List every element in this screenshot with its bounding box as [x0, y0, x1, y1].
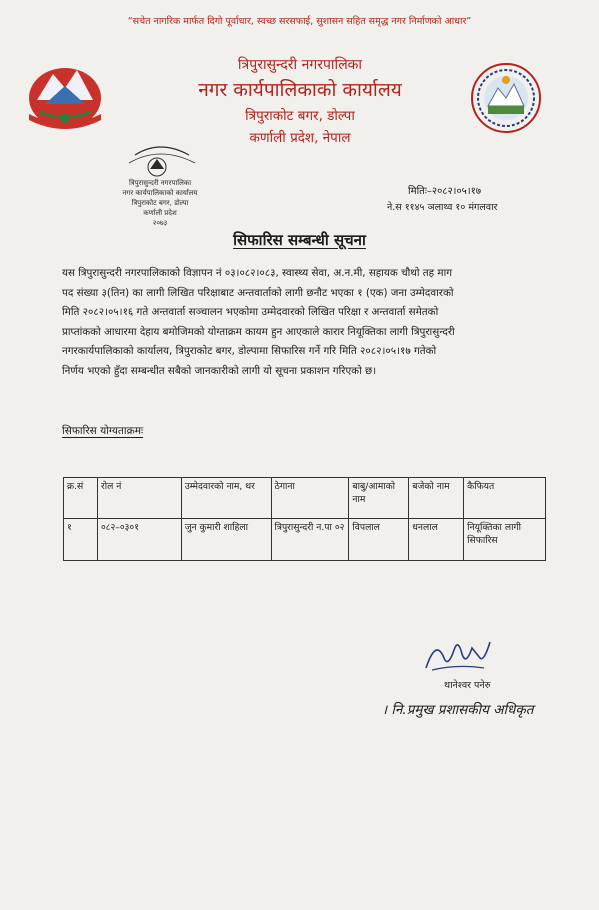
notice-body	[62, 264, 552, 381]
office-name: नगर कार्यपालिकाको कार्यालय	[198, 79, 402, 101]
body-line: पद संख्या ३(तिन) का लागी लिखित परिक्षाबाट अन्तवार्ताको लागी छनौट भएका १ (एक) जना उम्मेदवारको	[62, 286, 454, 299]
date-bs: मितिः–२०८२।०५।१७	[408, 186, 482, 197]
table-cell: ०८२–०३०१	[97, 519, 181, 561]
table-header-cell: क्र.सं	[64, 478, 98, 519]
office-seal-stamp	[105, 135, 215, 245]
municipality-name: त्रिपुरासुन्दरी नगरपालिका	[237, 57, 363, 73]
table-cell: त्रिपुरासुन्दरी न.पा ०२	[271, 519, 349, 561]
signatory-name: थानेश्वर पनेरु	[444, 680, 491, 691]
municipality-logo-icon	[470, 62, 542, 134]
table-header-cell: कैफियत	[464, 478, 546, 519]
table-header-cell: उम्मेदवारको नाम, थर	[181, 478, 271, 519]
body-line: मिति २०८२।०५।१६ गते अन्तवार्ता सञ्चालन भएकोमा उम्मेदवारको लिखित परिक्षा र अन्तवार्ता समेतको	[62, 306, 439, 318]
seal-line-2: नगर कार्यपालिकाको कार्यालय	[122, 189, 198, 197]
seal-line-1: त्रिपुरासुन्दरी नगरपालिका	[128, 179, 192, 187]
seal-line-4: कर्णाली प्रदेश	[143, 209, 177, 217]
notice-title: सिफारिस सम्बन्धी सूचना	[233, 231, 366, 249]
merit-list-heading: सिफारिस योग्यताक्रमः	[62, 425, 144, 437]
signatory-designation: । नि.प्रमुख प्रशासकीय अधिकृत	[382, 702, 534, 718]
handwritten-signature	[422, 632, 492, 674]
date-ns: ने.स ११४५ ञलाथ्व १० मंगलवार	[387, 202, 498, 213]
table-cell: धनलाल	[409, 519, 464, 561]
table-cell: १	[64, 519, 98, 561]
table-header-row	[64, 478, 546, 519]
body-line: नगरकार्यपालिकाको कार्यालय, त्रिपुराकोट बगर, डोल्पामा सिफारिस गर्ने गरि मिति २०८२।०५।१७ गतेको	[62, 345, 437, 357]
province-name: कर्णाली प्रदेश, नेपाल	[249, 130, 351, 146]
table-row	[64, 519, 546, 561]
body-line: प्राप्तांकको आधारमा देहाय बमोजिमको योग्ताक्रम कायम हुन आएकाले कारार नियूक्तिका लागी त्रिपुरासुन्दरी	[62, 325, 455, 338]
seal-line-3: त्रिपुराकोट बगर, डोल्पा	[131, 199, 189, 207]
body-line: निर्णय भएको हुँदा सम्बन्धीत सबैको जानकारीको लागी यो सूचना प्रकाशन गरिएको छ।	[62, 364, 377, 377]
motto-text: “सचेत नागरिक मार्फत दिगो पूर्वाधार, स्वच्छ सरसफाई, सुशासन सहित समृद्ध नगर निर्माणको आधार”	[127, 16, 472, 27]
table-cell: जुन कुमारी शाहिला	[181, 519, 271, 561]
table-header-cell: बाबु/आमाको नाम	[349, 478, 409, 519]
table-cell: विपलाल	[349, 519, 409, 561]
merit-table	[63, 477, 546, 561]
office-address: त्रिपुराकोट बगर, डोल्पा	[245, 108, 355, 124]
body-line: यस त्रिपुरासुन्दरी नगरपालिकाको विज्ञापन नं ०३।०८२।०८३, स्वास्थ्य सेवा, अ.न.मी, सहायक चौथो तह माग	[62, 267, 453, 279]
table-header-cell: रोल नं	[97, 478, 181, 519]
seal-line-5: २०७३	[152, 219, 168, 227]
table-cell: नियूक्तिका लागी सिफारिस	[464, 519, 546, 561]
table-header-cell: ठेगाना	[271, 478, 349, 519]
nepal-emblem-icon	[25, 58, 105, 133]
table-header-cell: बजेको नाम	[409, 478, 464, 519]
